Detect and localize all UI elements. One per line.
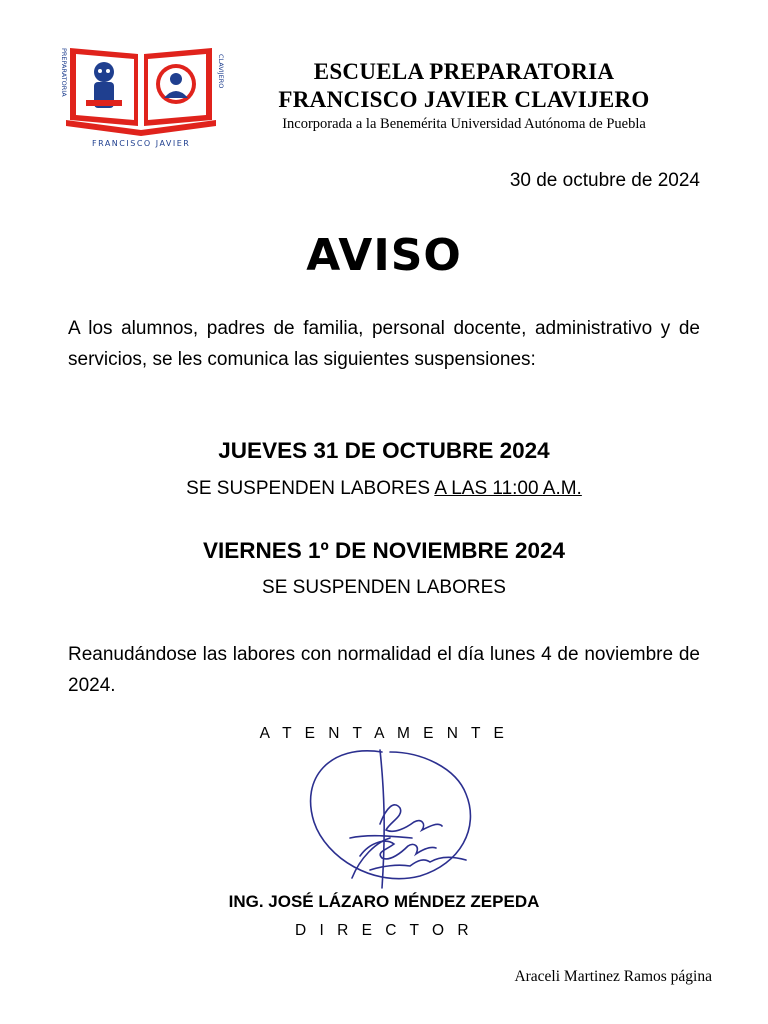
signatory-name: ING. JOSÉ LÁZARO MÉNDEZ ZEPEDA xyxy=(228,892,540,911)
header-line-2: FRANCISCO JAVIER CLAVIJERO xyxy=(278,87,650,112)
signature xyxy=(290,738,490,898)
notice-1-day: JUEVES 31 DE OCTUBRE 2024 xyxy=(218,438,550,463)
logo-text-right: CLAVIJERO xyxy=(217,54,225,89)
signatory-role: D I R E C T O R xyxy=(294,922,474,939)
logo-text-left: PREPARATORIA xyxy=(60,48,68,97)
notice-2-day: VIERNES 1º DE NOVIEMBRE 2024 xyxy=(202,538,566,563)
document-title: AVISO xyxy=(306,230,462,281)
header-line-1: ESCUELA PREPARATORIA xyxy=(313,59,615,84)
notice-1-time: A LAS 11:00 A.M. xyxy=(434,478,582,499)
sign-off: A T E N T A M E N T E xyxy=(259,725,509,742)
header-line-3: Incorporada a la Benemérita Universidad Autónoma de Puebla xyxy=(282,116,646,132)
closing-paragraph: Reanudándose las labores con normalidad el día lunes 4 de noviembre de 2024. xyxy=(68,644,700,696)
school-header xyxy=(226,58,702,134)
notice-1-text-prefix: SE SUSPENDEN LABORES xyxy=(186,478,435,499)
logo-text-bottom: FRANCISCO JAVIER xyxy=(92,139,191,148)
notice-1-text xyxy=(0,478,768,500)
notice-2-text: SE SUSPENDEN LABORES xyxy=(262,577,506,598)
footer-text: Araceli Martinez Ramos página xyxy=(514,968,712,985)
document-date: 30 de octubre de 2024 xyxy=(509,170,700,191)
school-logo xyxy=(56,40,226,148)
intro-paragraph: A los alumnos, padres de familia, personal docente, administrativo y de servicios, se les comunica las siguientes suspensiones: xyxy=(68,318,700,370)
